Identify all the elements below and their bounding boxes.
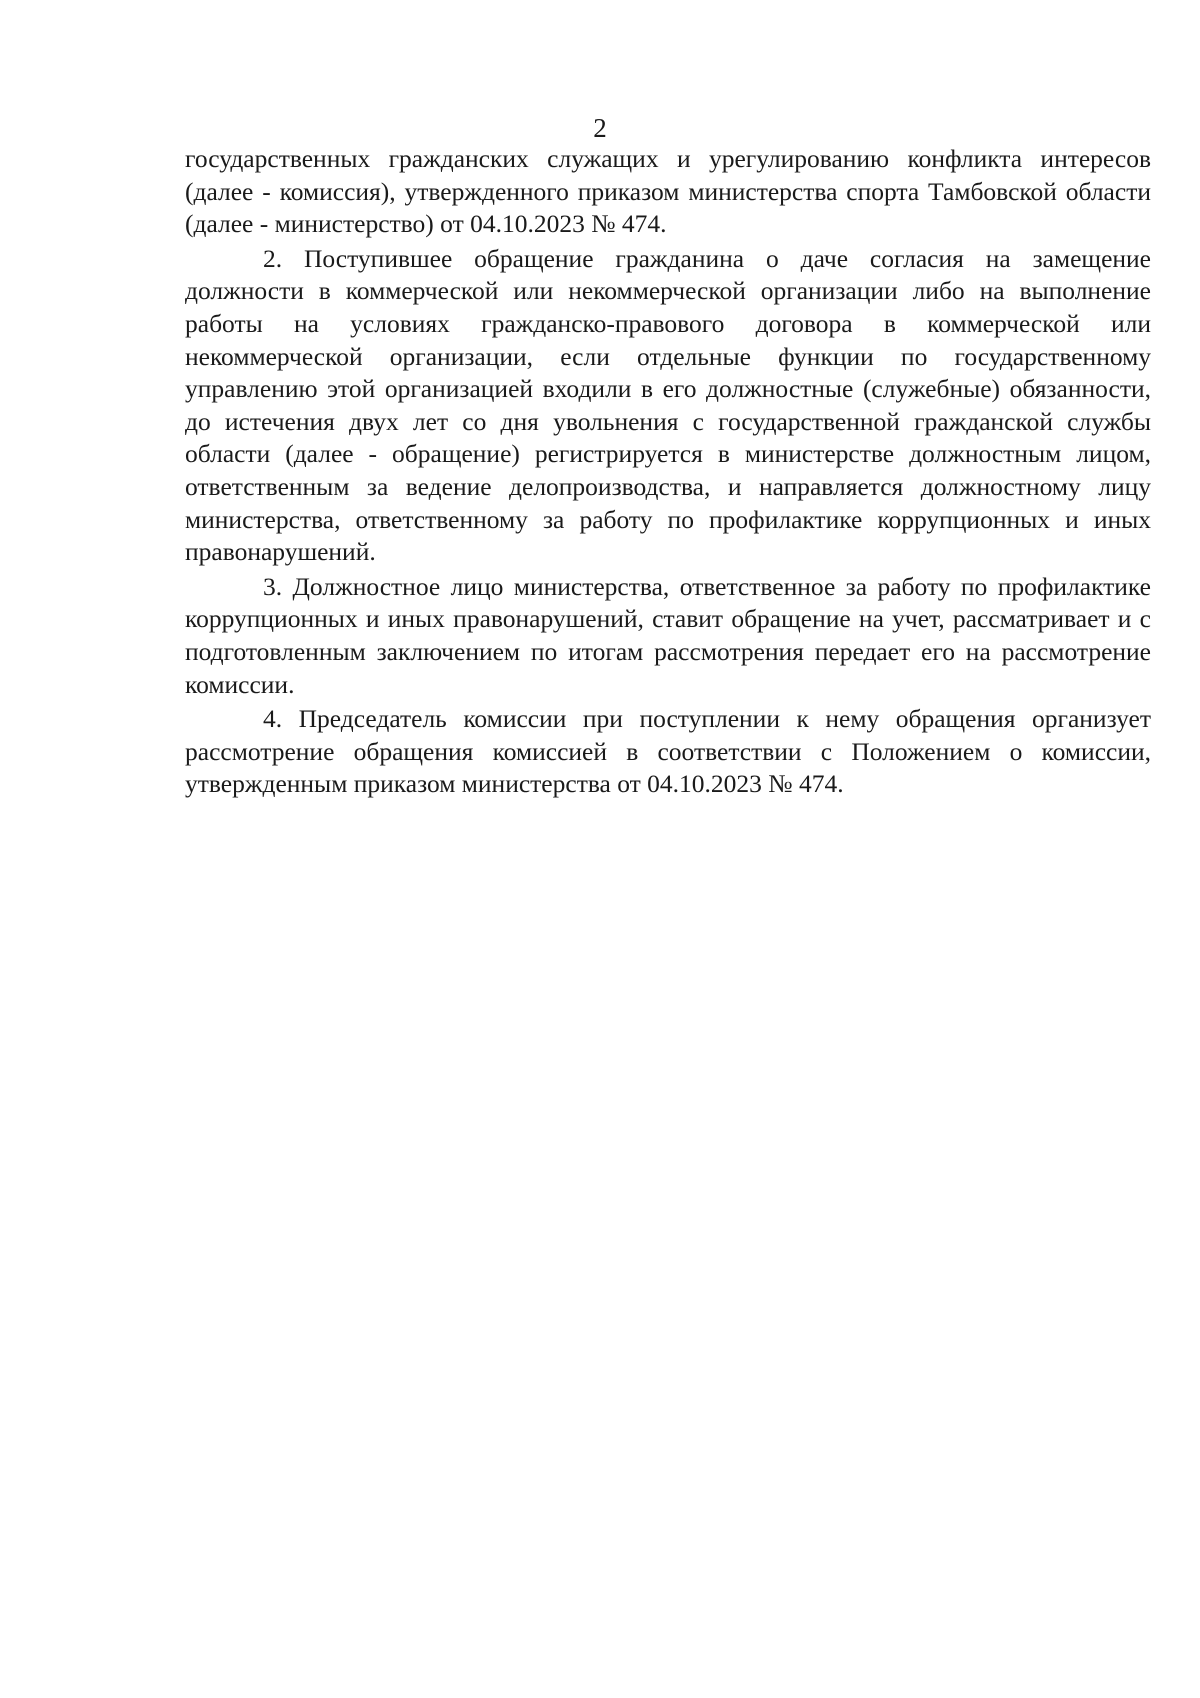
document-body xyxy=(185,143,1151,803)
paragraph-item-3: 3. Должностное лицо министерства, ответственное за работу по профилактике коррупционных и иных правонарушений, ставит обращение на учет, рассматривает и с подготовленным заключением по итогам рассмотрения передает его на рассмотрение комиссии. xyxy=(185,571,1151,699)
paragraph-continuation: государственных гражданских служащих и урегулированию конфликта интересов (далее - комиссия), утвержденного приказом министерства спорта Тамбовской области (далее - министерство) от 04.10.2023 № 474. xyxy=(185,144,1151,239)
paragraph-item-2: 2. Поступившее обращение гражданина о даче согласия на замещение должности в коммерческой или некоммерческой организации либо на выполнение работы на условиях гражданско-правового договора в коммерческой или некоммерческой организации, если отдельные функции по государственному управлению этой организацией входили в его должностные (служебные) обязанности, до истечения двух лет со дня увольнения с государственной гражданской службы области (далее - обращение) регистрируется в министерстве должностным лицом, ответственным за ведение делопроизводства, и направляется должностному лицу министерства, ответственному за работу по профилактике коррупционных и иных правонарушений. xyxy=(185,243,1151,567)
page-number: 2 xyxy=(593,113,607,143)
paragraph-item-4: 4. Председатель комиссии при поступлении к нему обращения организует рассмотрение обращения комиссией в соответствии с Положением о комиссии, утвержденным приказом министерства от 04.10.2023 № 474. xyxy=(185,704,1151,799)
